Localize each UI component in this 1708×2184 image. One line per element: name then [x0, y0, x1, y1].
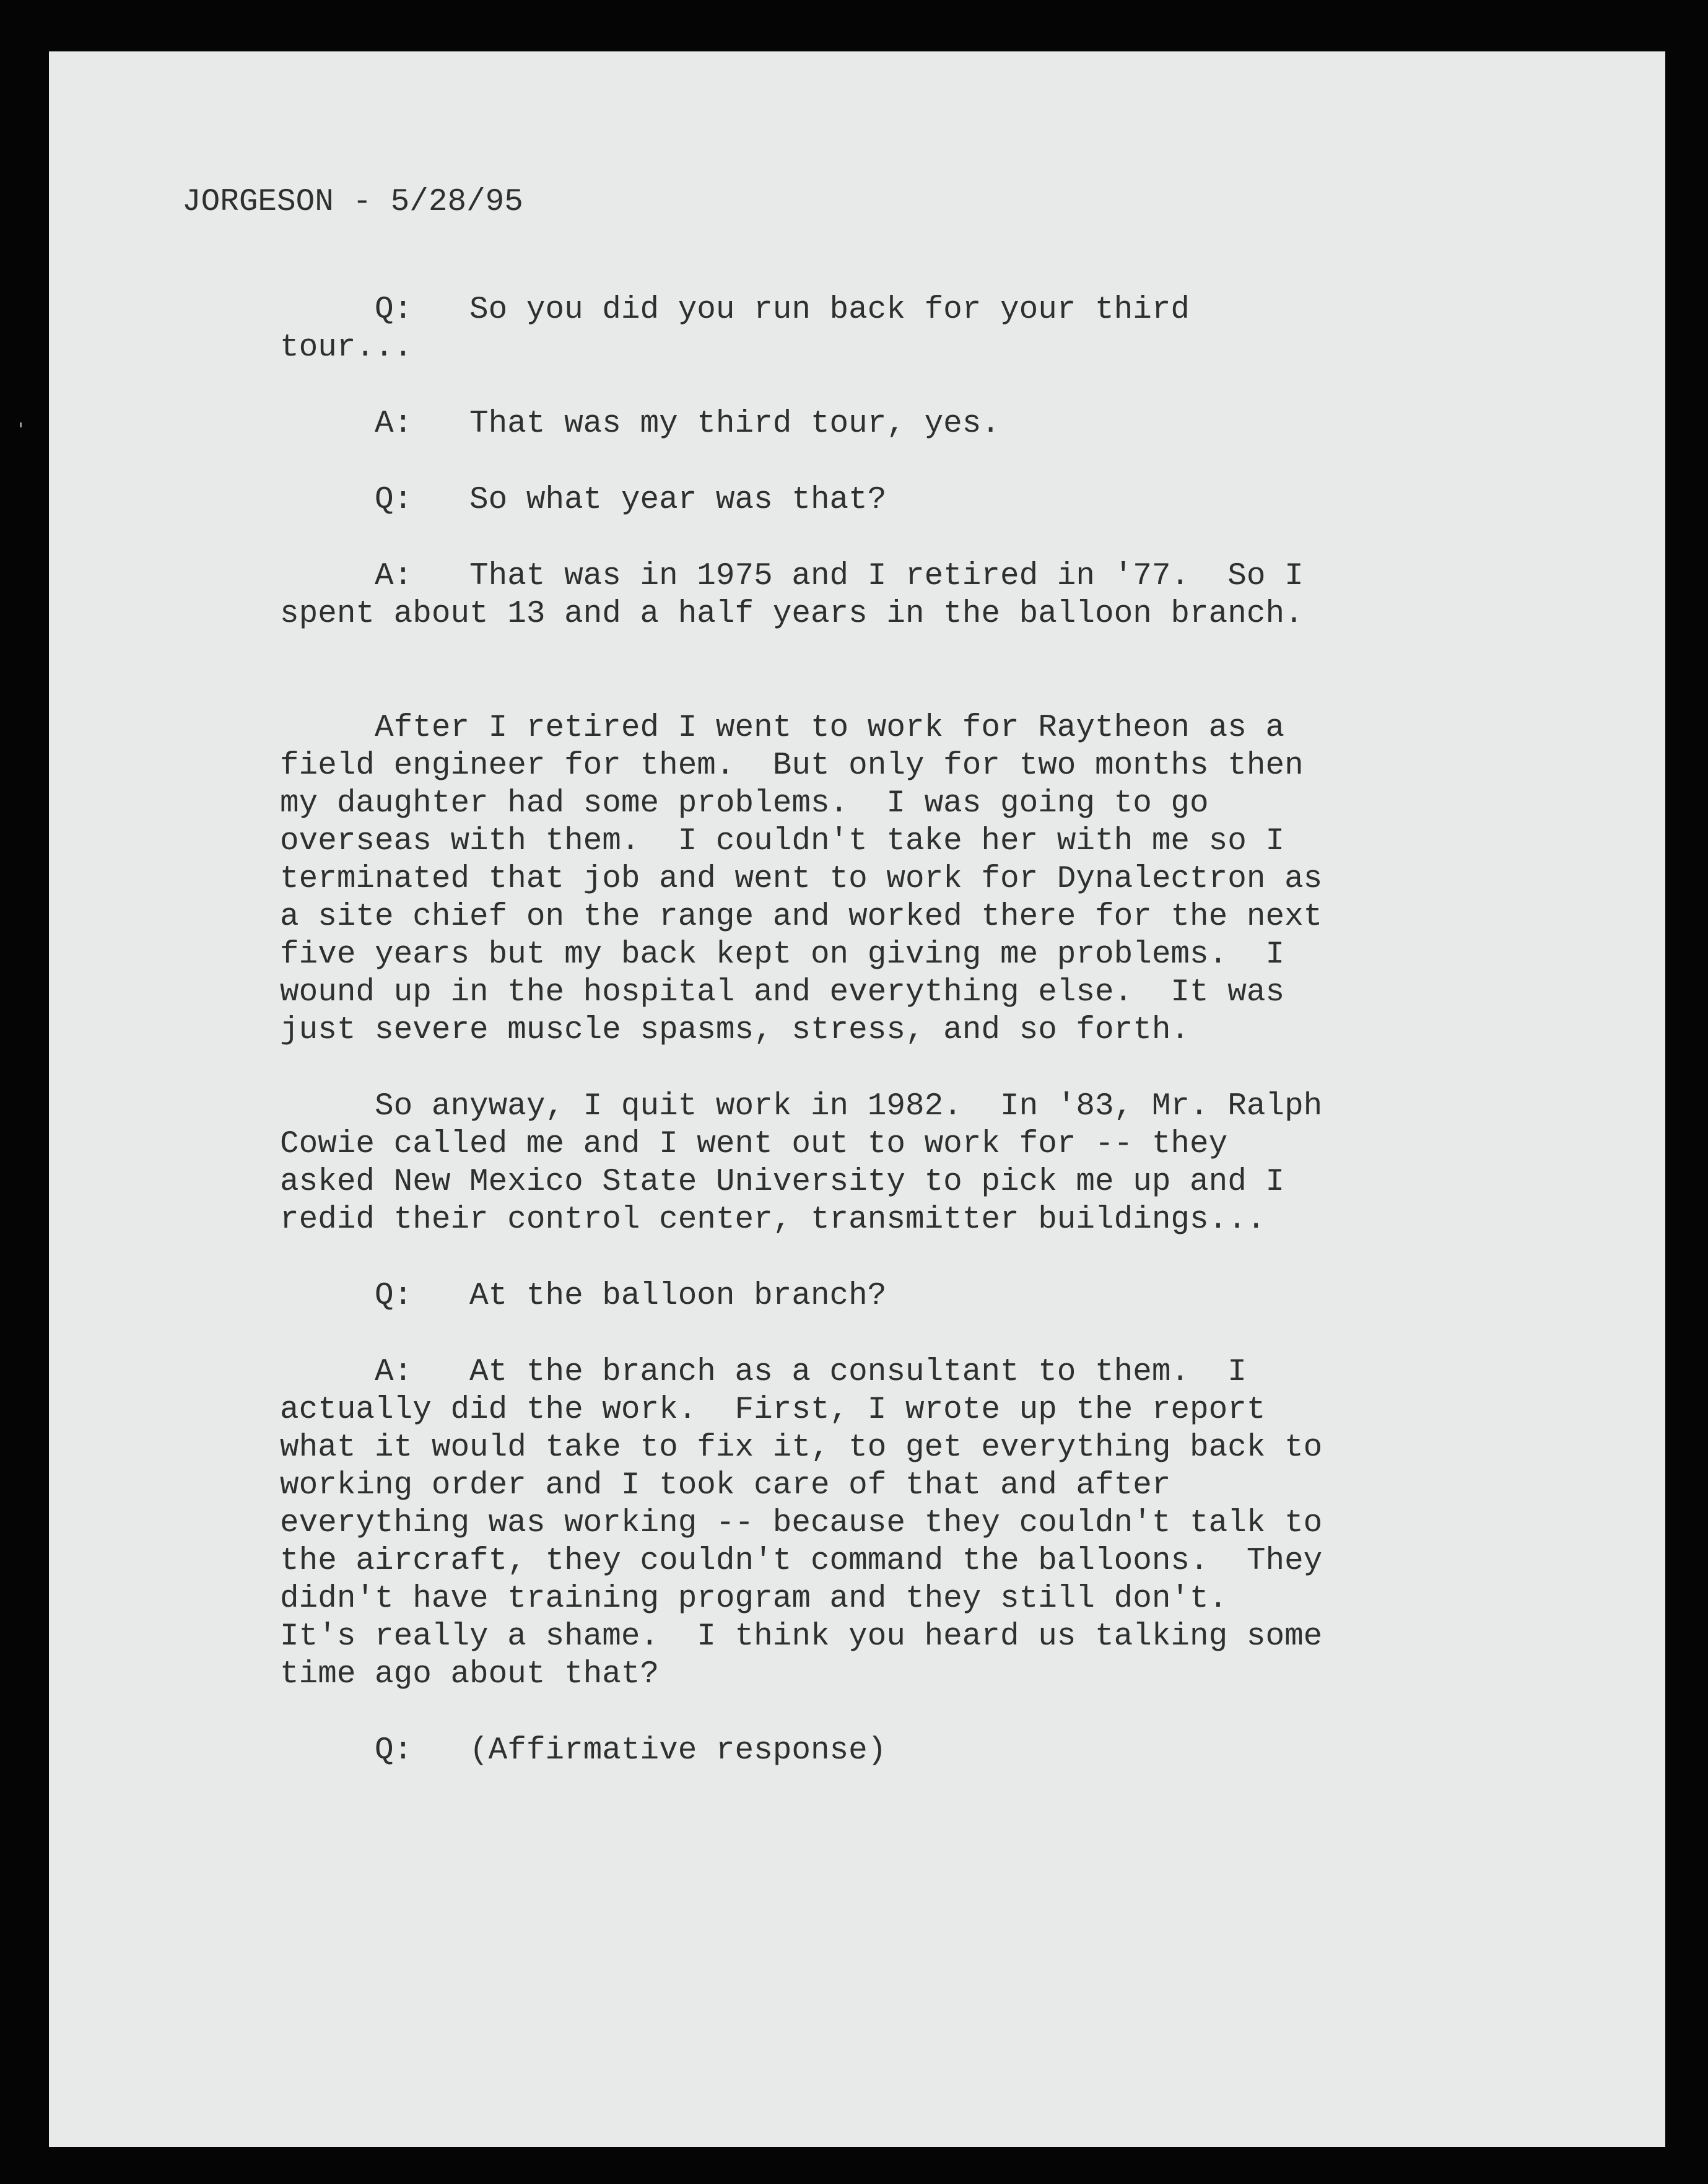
text-line: terminated that job and went to work for Dynalectron as: [280, 862, 1323, 897]
page-header: JORGESON - 5/28/95: [182, 185, 523, 220]
text-line: So anyway, I quit work in 1982. In '83, Mr. Ralph: [280, 1089, 1323, 1124]
text-line: After I retired I went to work for Raytheon as a: [280, 710, 1285, 746]
paragraph-a-third-tour: [280, 405, 1438, 443]
text-line: It's really a shame. I think you heard us talking some: [280, 1619, 1323, 1654]
text-line: my daughter had some problems. I was going to go: [280, 786, 1209, 821]
text-line: Q: So you did you run back for your third: [280, 292, 1190, 328]
paragraph-q-what-year: [280, 481, 1438, 519]
text-line: tour...: [280, 330, 413, 365]
paragraph-a-consultant: [280, 1353, 1438, 1693]
text-line: Q: At the balloon branch?: [280, 1278, 887, 1314]
text-line: everything was working -- because they couldn't talk to: [280, 1506, 1323, 1541]
text-line: overseas with them. I couldn't take her with me so I: [280, 824, 1285, 859]
scan-speck: [20, 422, 22, 427]
text-line: working order and I took care of that and after: [280, 1468, 1171, 1503]
text-line: the aircraft, they couldn't command the balloons. They: [280, 1544, 1323, 1579]
text-line: five years but my back kept on giving me problems. I: [280, 937, 1285, 972]
text-line: time ago about that?: [280, 1657, 660, 1692]
text-line: spent about 13 and a half years in the balloon branch.: [280, 596, 1304, 632]
text-line: A: That was my third tour, yes.: [280, 406, 1000, 442]
paragraph-a-1975: [280, 557, 1438, 633]
paragraph-q-affirmative: [280, 1732, 1438, 1770]
text-line: a site chief on the range and worked there for the next: [280, 899, 1323, 935]
text-line: Q: So what year was that?: [280, 483, 887, 518]
text-line: redid their control center, transmitter buildings...: [280, 1202, 1266, 1238]
text-line: asked New Mexico State University to pick me up and I: [280, 1164, 1285, 1200]
text-line: field engineer for them. But only for two months then: [280, 748, 1304, 784]
paragraph-after-retired: [280, 709, 1438, 1049]
text-line: Cowie called me and I went out to work for -- they: [280, 1127, 1228, 1162]
text-line: A: At the branch as a consultant to them. I: [280, 1355, 1247, 1390]
transcript-body: [280, 291, 1438, 1770]
text-line: just severe muscle spasms, stress, and so forth.: [280, 1013, 1190, 1048]
paragraph-q-balloon-branch: [280, 1277, 1438, 1315]
paragraph-q-third-tour: [280, 291, 1438, 367]
text-line: actually did the work. First, I wrote up the report: [280, 1392, 1266, 1428]
text-line: A: That was in 1975 and I retired in '77. So I: [280, 559, 1304, 594]
text-line: didn't have training program and they still don't.: [280, 1581, 1228, 1617]
text-line: Q: (Affirmative response): [280, 1733, 887, 1768]
paragraph-so-anyway: [280, 1088, 1438, 1239]
text-line: what it would take to fix it, to get everything back to: [280, 1430, 1323, 1465]
text-line: wound up in the hospital and everything else. It was: [280, 975, 1285, 1010]
